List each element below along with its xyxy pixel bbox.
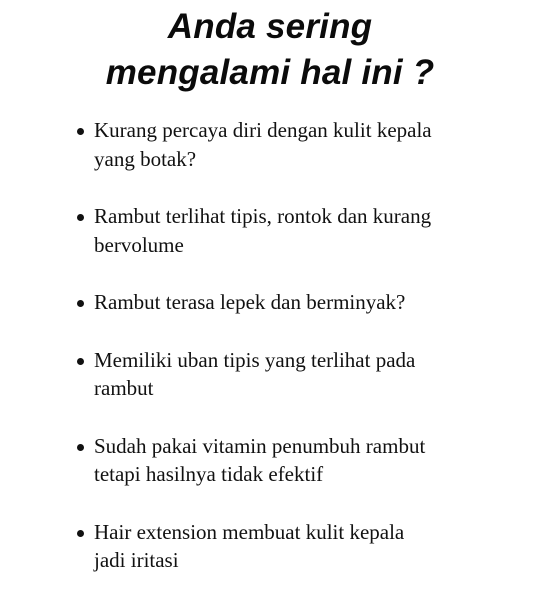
- list-item-line: bervolume: [94, 232, 184, 257]
- list-item: [72, 518, 502, 575]
- list-item-line: yang botak?: [94, 146, 197, 171]
- list-item-line: Kurang percaya diri dengan kulit kepala: [94, 118, 432, 142]
- bullet-icon: [77, 300, 84, 307]
- list-item-text: [94, 432, 502, 489]
- list-item: [72, 346, 502, 403]
- bullet-icon: [77, 358, 84, 365]
- list-item-line: Rambut terasa lepek dan berminyak?: [94, 290, 406, 314]
- list-item: [72, 432, 502, 489]
- list-item-line: tetapi hasilnya tidak efektif: [94, 462, 324, 486]
- list-item-line: Sudah pakai vitamin penumbuh rambut: [94, 433, 426, 458]
- list-item-text: [94, 346, 502, 403]
- page-title-line-1: Anda sering: [167, 7, 373, 46]
- bullet-icon: [77, 214, 84, 221]
- bullet-icon: [77, 444, 84, 451]
- list-item-text: [94, 202, 502, 259]
- list-item-line: Hair extension membuat kulit kepala: [94, 519, 405, 544]
- bullet-icon: [77, 530, 84, 537]
- list-item-text: [94, 518, 502, 575]
- list-item-text: [94, 116, 502, 173]
- page-title: [0, 4, 540, 96]
- page-title-line-2: mengalami hal ini ?: [105, 53, 435, 92]
- list-item-line: rambut: [94, 376, 154, 400]
- list-item: [72, 116, 502, 173]
- list-item-line: Rambut terlihat tipis, rontok dan kurang: [94, 204, 432, 228]
- list-item-line: Memiliki uban tipis yang terlihat pada: [94, 347, 416, 372]
- list-item: [72, 288, 502, 317]
- symptom-list: [72, 116, 502, 604]
- list-item-text: [94, 288, 502, 317]
- list-item: [72, 202, 502, 259]
- list-item-line: jadi iritasi: [94, 548, 179, 572]
- bullet-icon: [77, 128, 84, 135]
